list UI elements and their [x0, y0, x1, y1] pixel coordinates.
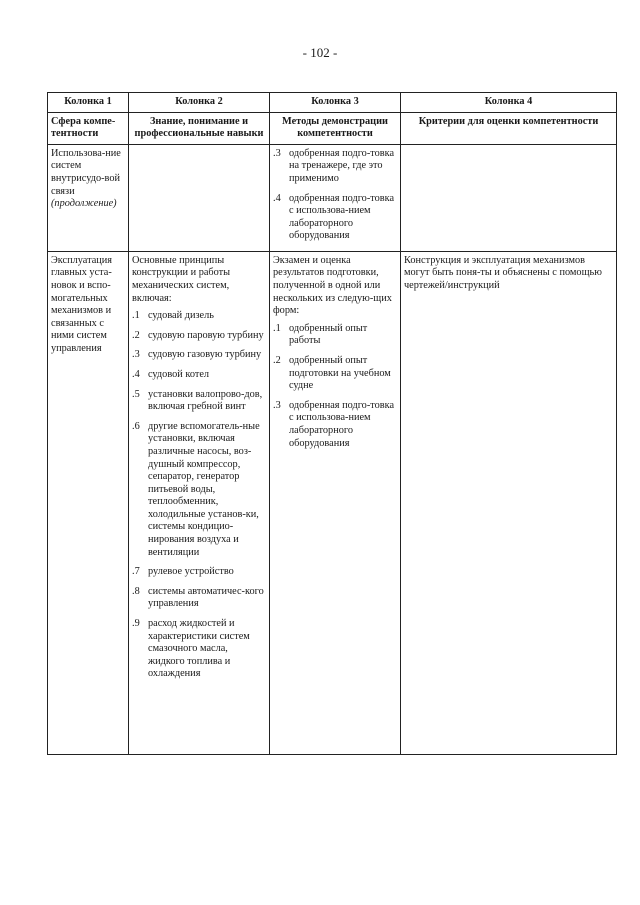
methods-intro: Экзамен и оценка результатов подготовки, полученной в одной или нескольких из следую-щих форм: [273, 254, 392, 317]
item-text: одобренный опыт работы [289, 322, 368, 347]
item-number: .3 [273, 399, 281, 411]
item-text: одобренная подго-товка на тренажере, где это применимо [289, 147, 395, 184]
list-item [132, 349, 266, 362]
item-text: рулевое устройство [148, 566, 234, 578]
item-number: .4 [273, 192, 281, 204]
item-number: .7 [132, 566, 140, 578]
item-text: расход жидкостей и характеристики систем смазочного масла, жидкого топлива и охлаждения [148, 618, 250, 680]
list-item [132, 421, 266, 560]
item-number: .2 [273, 354, 281, 366]
item-number: .1 [132, 310, 140, 322]
item-number: .3 [132, 349, 140, 361]
list-item [132, 310, 266, 323]
methods-list [273, 323, 397, 450]
knowledge-cell [129, 251, 270, 754]
column-number-3: Колонка 3 [270, 93, 401, 113]
header-knowledge: Знание, понимание и профессиональные навыки [129, 112, 270, 144]
list-item [132, 618, 266, 681]
list-item [273, 148, 397, 186]
competence-cell [48, 251, 129, 754]
header-competence: Сфера компе-тентности [48, 112, 129, 144]
item-text: одобренная подго-товка с использова-нием лабораторного оборудования [289, 399, 395, 449]
header-criteria: Критерии для оценки компетентности [401, 112, 617, 144]
item-number: .9 [132, 618, 140, 630]
list-item [273, 355, 397, 393]
list-item [273, 193, 397, 243]
column-number-2: Колонка 2 [129, 93, 270, 113]
column-number-row [48, 93, 617, 113]
competence-text: Эксплуатация главных уста-новок и вспо-могательных механизмов и связанных с ними систем управления [51, 254, 113, 354]
criteria-cell [401, 144, 617, 251]
methods-cell [270, 251, 401, 754]
item-text: судовую паровую турбину [148, 329, 264, 341]
table-row [48, 251, 617, 754]
column-header-row [48, 112, 617, 144]
list-item [132, 586, 266, 611]
item-number: .2 [132, 329, 140, 341]
competence-text: Использова-ние систем внутрисудо-вой связи [51, 147, 121, 197]
item-number: .3 [273, 147, 281, 159]
column-number-1: Колонка 1 [48, 93, 129, 113]
item-number: .4 [132, 368, 140, 380]
knowledge-cell [129, 144, 270, 251]
item-number: .8 [132, 585, 140, 597]
knowledge-intro: Основные принципы конструкции и работы механических систем, включая: [132, 254, 231, 304]
list-item [132, 330, 266, 343]
item-text: системы автоматичес-кого управления [148, 585, 264, 610]
list-item [132, 566, 266, 579]
continuation-note: (продолжение) [51, 198, 117, 210]
item-number: .5 [132, 388, 140, 400]
item-text: одобренный опыт подготовки на учебном судне [289, 354, 391, 392]
methods-cell [270, 144, 401, 251]
table-row [48, 144, 617, 251]
knowledge-list [132, 310, 266, 681]
item-text: судовой котел [148, 368, 210, 380]
item-number: .6 [132, 420, 140, 432]
list-item [132, 389, 266, 414]
competence-table [47, 92, 617, 755]
page-number: - 102 - [302, 45, 338, 60]
competence-cell [48, 144, 129, 251]
header-methods: Методы демонстрации компетентности [270, 112, 401, 144]
item-text: другие вспомогатель-ные установки, включая различные насосы, воз-душный компрессор, сепаратор, генератор питьевой воды, теплообменник, холодильные установ-ки, системы кондицио-нирования воздуха и вентиляции [148, 420, 260, 558]
column-number-4: Колонка 4 [401, 93, 617, 113]
item-text: судовай дизель [148, 310, 214, 322]
list-item [132, 369, 266, 382]
list-item [273, 400, 397, 450]
item-text: одобренная подго-товка с использова-нием лабораторного оборудования [289, 192, 395, 242]
list-item [273, 323, 397, 348]
item-text: установки валопрово-дов, включая гребной винт [148, 388, 263, 413]
criteria-cell: Конструкция и эксплуатация механизмов могут быть поня-ты и объяснены с помощью чертежей/инструкций [401, 251, 617, 754]
item-text: судовую газовую турбину [148, 349, 262, 361]
item-number: .1 [273, 322, 281, 334]
